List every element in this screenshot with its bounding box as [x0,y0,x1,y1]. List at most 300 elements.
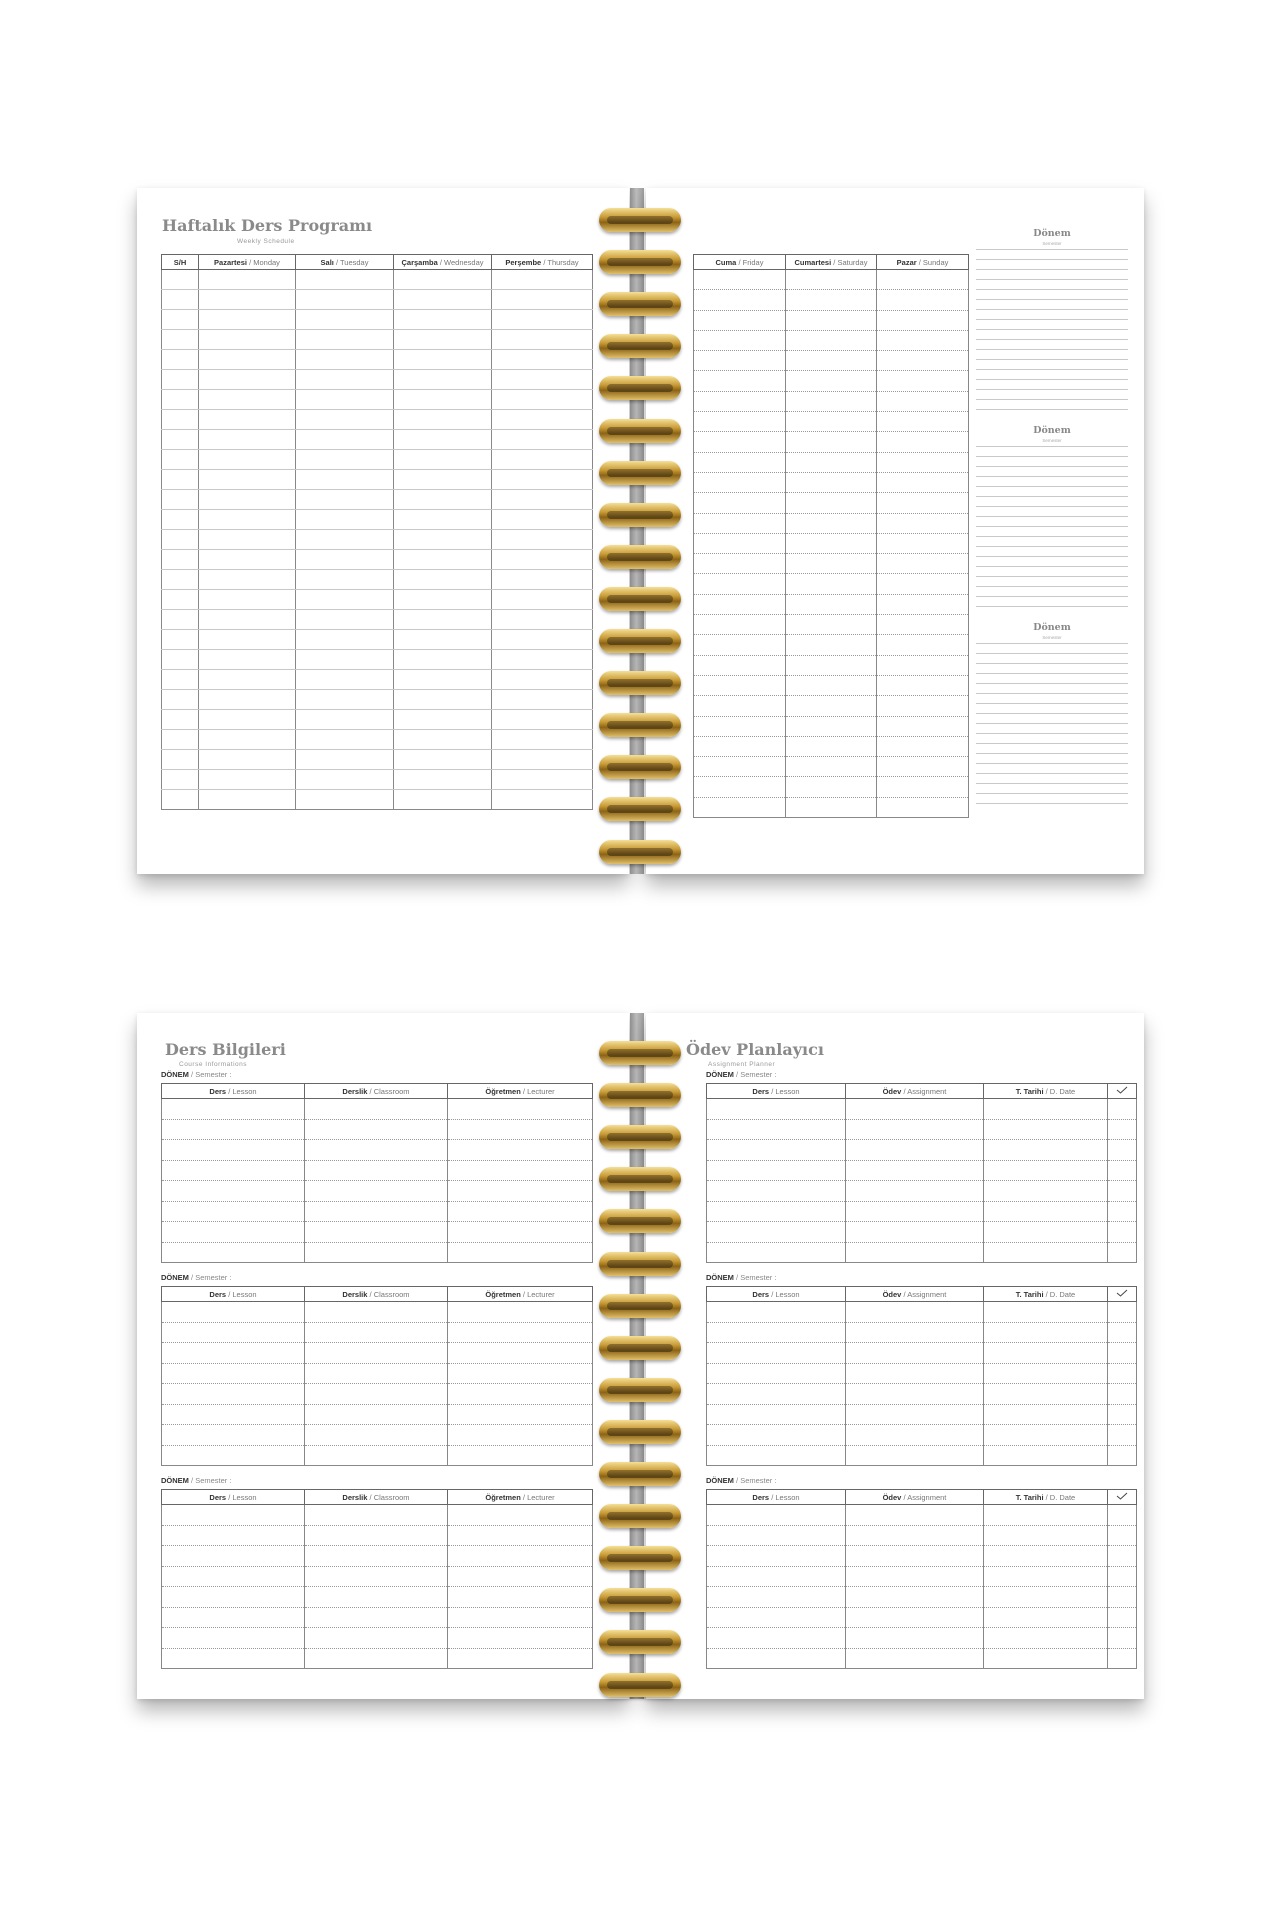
table-cell[interactable] [707,1302,846,1323]
writing-line[interactable] [976,803,1128,804]
table-cell[interactable] [199,710,296,730]
table-cell[interactable] [877,635,969,655]
table-cell[interactable] [305,1302,448,1323]
table-cell[interactable] [305,1343,448,1364]
table-cell[interactable] [162,1587,305,1608]
table-cell[interactable] [984,1119,1108,1140]
table-cell[interactable] [296,270,394,290]
table-cell[interactable] [448,1525,593,1546]
table-cell[interactable] [707,1445,846,1466]
table-cell[interactable] [162,1425,305,1446]
table-cell[interactable] [394,370,492,390]
table-cell[interactable] [492,350,593,370]
table-cell[interactable] [296,710,394,730]
table-cell[interactable] [162,430,199,450]
table-cell[interactable] [1108,1425,1137,1446]
table-cell[interactable] [877,391,969,411]
writing-line[interactable] [976,466,1128,467]
table-cell[interactable] [492,390,593,410]
table-cell[interactable] [492,370,593,390]
table-cell[interactable] [305,1648,448,1669]
table-cell[interactable] [394,490,492,510]
table-cell[interactable] [199,510,296,530]
table-cell[interactable] [296,490,394,510]
writing-line[interactable] [976,693,1128,694]
table-cell[interactable] [305,1404,448,1425]
table-cell[interactable] [984,1445,1108,1466]
table-cell[interactable] [1108,1343,1137,1364]
writing-line[interactable] [976,713,1128,714]
table-cell[interactable] [162,1119,305,1140]
table-cell[interactable] [1108,1404,1137,1425]
table-cell[interactable] [162,1302,305,1323]
table-cell[interactable] [492,730,593,750]
table-cell[interactable] [846,1242,984,1263]
table-cell[interactable] [394,330,492,350]
table-cell[interactable] [199,610,296,630]
writing-line[interactable] [976,349,1128,350]
writing-line[interactable] [976,279,1128,280]
table-cell[interactable] [786,554,877,574]
table-cell[interactable] [296,790,394,810]
table-cell[interactable] [296,310,394,330]
table-cell[interactable] [786,330,877,350]
table-cell[interactable] [162,690,199,710]
table-cell[interactable] [1108,1628,1137,1649]
table-cell[interactable] [394,790,492,810]
table-cell[interactable] [492,450,593,470]
table-cell[interactable] [394,430,492,450]
writing-line[interactable] [976,653,1128,654]
table-cell[interactable] [492,510,593,530]
table-cell[interactable] [694,412,786,432]
table-cell[interactable] [694,432,786,452]
writing-line[interactable] [976,643,1128,644]
writing-line[interactable] [976,249,1128,250]
table-cell[interactable] [162,270,199,290]
table-cell[interactable] [296,610,394,630]
table-cell[interactable] [846,1546,984,1567]
table-cell[interactable] [694,554,786,574]
table-cell[interactable] [984,1525,1108,1546]
writing-line[interactable] [976,269,1128,270]
table-cell[interactable] [162,1363,305,1384]
table-cell[interactable] [162,550,199,570]
table-cell[interactable] [448,1607,593,1628]
table-cell[interactable] [305,1566,448,1587]
table-cell[interactable] [846,1181,984,1202]
writing-line[interactable] [976,743,1128,744]
writing-line[interactable] [976,319,1128,320]
table-cell[interactable] [707,1546,846,1567]
table-cell[interactable] [707,1587,846,1608]
table-cell[interactable] [984,1302,1108,1323]
table-cell[interactable] [199,650,296,670]
table-cell[interactable] [199,370,296,390]
table-cell[interactable] [1108,1160,1137,1181]
table-cell[interactable] [1108,1566,1137,1587]
table-cell[interactable] [846,1566,984,1587]
table-cell[interactable] [984,1140,1108,1161]
writing-line[interactable] [976,409,1128,410]
table-cell[interactable] [877,675,969,695]
writing-line[interactable] [976,763,1128,764]
table-cell[interactable] [394,310,492,330]
table-cell[interactable] [394,750,492,770]
writing-line[interactable] [976,369,1128,370]
table-cell[interactable] [786,736,877,756]
table-cell[interactable] [305,1222,448,1243]
table-cell[interactable] [199,690,296,710]
table-cell[interactable] [162,1343,305,1364]
table-cell[interactable] [162,510,199,530]
table-cell[interactable] [394,570,492,590]
table-cell[interactable] [1108,1587,1137,1608]
table-cell[interactable] [199,430,296,450]
writing-line[interactable] [976,566,1128,567]
table-cell[interactable] [448,1628,593,1649]
table-cell[interactable] [162,1648,305,1669]
table-cell[interactable] [707,1140,846,1161]
table-cell[interactable] [492,290,593,310]
table-cell[interactable] [694,574,786,594]
table-cell[interactable] [877,777,969,797]
table-cell[interactable] [492,270,593,290]
writing-line[interactable] [976,733,1128,734]
table-cell[interactable] [984,1201,1108,1222]
table-cell[interactable] [199,350,296,370]
table-cell[interactable] [1108,1363,1137,1384]
table-cell[interactable] [199,450,296,470]
table-cell[interactable] [786,270,877,290]
table-cell[interactable] [162,710,199,730]
table-cell[interactable] [162,330,199,350]
table-cell[interactable] [694,513,786,533]
table-cell[interactable] [694,330,786,350]
table-cell[interactable] [162,290,199,310]
table-cell[interactable] [492,530,593,550]
table-cell[interactable] [877,574,969,594]
table-cell[interactable] [162,1242,305,1263]
table-cell[interactable] [492,670,593,690]
table-cell[interactable] [162,1566,305,1587]
table-cell[interactable] [1108,1525,1137,1546]
table-cell[interactable] [162,1445,305,1466]
table-cell[interactable] [448,1546,593,1567]
table-cell[interactable] [707,1222,846,1243]
table-cell[interactable] [394,610,492,630]
table-cell[interactable] [394,290,492,310]
table-cell[interactable] [984,1648,1108,1669]
writing-line[interactable] [976,389,1128,390]
table-cell[interactable] [394,530,492,550]
table-cell[interactable] [199,570,296,590]
writing-line[interactable] [976,446,1128,447]
table-cell[interactable] [846,1628,984,1649]
table-cell[interactable] [786,472,877,492]
table-cell[interactable] [162,410,199,430]
table-cell[interactable] [1108,1181,1137,1202]
table-cell[interactable] [162,470,199,490]
table-cell[interactable] [448,1140,593,1161]
writing-line[interactable] [976,359,1128,360]
table-cell[interactable] [448,1587,593,1608]
table-cell[interactable] [877,513,969,533]
writing-line[interactable] [976,486,1128,487]
table-cell[interactable] [786,594,877,614]
table-cell[interactable] [846,1343,984,1364]
table-cell[interactable] [707,1343,846,1364]
table-cell[interactable] [786,635,877,655]
table-cell[interactable] [786,777,877,797]
table-cell[interactable] [199,470,296,490]
table-cell[interactable] [786,391,877,411]
table-cell[interactable] [448,1566,593,1587]
table-cell[interactable] [305,1445,448,1466]
writing-line[interactable] [976,526,1128,527]
table-cell[interactable] [694,655,786,675]
table-cell[interactable] [1108,1201,1137,1222]
table-cell[interactable] [786,655,877,675]
table-cell[interactable] [394,590,492,610]
table-cell[interactable] [448,1505,593,1526]
writing-line[interactable] [976,683,1128,684]
table-cell[interactable] [984,1160,1108,1181]
table-cell[interactable] [296,470,394,490]
table-cell[interactable] [786,371,877,391]
table-cell[interactable] [846,1322,984,1343]
table-cell[interactable] [199,270,296,290]
table-cell[interactable] [786,716,877,736]
writing-line[interactable] [976,753,1128,754]
table-cell[interactable] [984,1546,1108,1567]
table-cell[interactable] [199,550,296,570]
table-cell[interactable] [162,570,199,590]
table-cell[interactable] [492,330,593,350]
writing-line[interactable] [976,793,1128,794]
writing-line[interactable] [976,456,1128,457]
table-cell[interactable] [305,1546,448,1567]
table-cell[interactable] [877,472,969,492]
writing-line[interactable] [976,476,1128,477]
table-cell[interactable] [305,1242,448,1263]
table-cell[interactable] [846,1587,984,1608]
table-cell[interactable] [296,570,394,590]
table-cell[interactable] [448,1201,593,1222]
table-cell[interactable] [707,1648,846,1669]
table-cell[interactable] [694,594,786,614]
table-cell[interactable] [394,630,492,650]
table-cell[interactable] [162,590,199,610]
writing-line[interactable] [976,309,1128,310]
table-cell[interactable] [707,1425,846,1446]
table-cell[interactable] [305,1505,448,1526]
table-cell[interactable] [877,493,969,513]
table-cell[interactable] [492,310,593,330]
table-cell[interactable] [1108,1302,1137,1323]
table-cell[interactable] [296,330,394,350]
table-cell[interactable] [707,1119,846,1140]
table-cell[interactable] [1108,1445,1137,1466]
table-cell[interactable] [162,790,199,810]
table-cell[interactable] [984,1181,1108,1202]
table-cell[interactable] [846,1302,984,1323]
table-cell[interactable] [786,757,877,777]
table-cell[interactable] [448,1404,593,1425]
table-cell[interactable] [846,1505,984,1526]
table-cell[interactable] [984,1322,1108,1343]
table-cell[interactable] [877,716,969,736]
writing-line[interactable] [976,773,1128,774]
table-cell[interactable] [694,290,786,310]
writing-line[interactable] [976,546,1128,547]
table-cell[interactable] [296,510,394,530]
table-cell[interactable] [694,675,786,695]
table-cell[interactable] [162,1607,305,1628]
table-cell[interactable] [162,610,199,630]
table-cell[interactable] [448,1363,593,1384]
table-cell[interactable] [305,1425,448,1446]
table-cell[interactable] [305,1322,448,1343]
table-cell[interactable] [786,310,877,330]
table-cell[interactable] [199,390,296,410]
table-cell[interactable] [694,472,786,492]
table-cell[interactable] [492,470,593,490]
writing-line[interactable] [976,379,1128,380]
table-cell[interactable] [694,270,786,290]
table-cell[interactable] [448,1181,593,1202]
table-cell[interactable] [984,1505,1108,1526]
writing-line[interactable] [976,536,1128,537]
writing-line[interactable] [976,506,1128,507]
table-cell[interactable] [162,1160,305,1181]
table-cell[interactable] [694,777,786,797]
table-cell[interactable] [984,1099,1108,1120]
table-cell[interactable] [707,1363,846,1384]
table-cell[interactable] [296,430,394,450]
table-cell[interactable] [162,530,199,550]
table-cell[interactable] [786,696,877,716]
table-cell[interactable] [492,690,593,710]
table-cell[interactable] [984,1384,1108,1405]
table-cell[interactable] [296,550,394,570]
table-cell[interactable] [492,410,593,430]
table-cell[interactable] [1108,1648,1137,1669]
table-cell[interactable] [199,670,296,690]
table-cell[interactable] [846,1119,984,1140]
table-cell[interactable] [877,330,969,350]
writing-line[interactable] [976,606,1128,607]
table-cell[interactable] [394,390,492,410]
table-cell[interactable] [786,493,877,513]
writing-line[interactable] [976,329,1128,330]
table-cell[interactable] [162,1322,305,1343]
table-cell[interactable] [162,770,199,790]
table-cell[interactable] [199,310,296,330]
table-cell[interactable] [846,1384,984,1405]
table-cell[interactable] [786,797,877,817]
table-cell[interactable] [846,1445,984,1466]
table-cell[interactable] [296,630,394,650]
table-cell[interactable] [786,452,877,472]
table-cell[interactable] [694,493,786,513]
writing-line[interactable] [976,703,1128,704]
table-cell[interactable] [305,1140,448,1161]
writing-line[interactable] [976,556,1128,557]
table-cell[interactable] [492,710,593,730]
table-cell[interactable] [492,650,593,670]
table-cell[interactable] [984,1566,1108,1587]
table-cell[interactable] [448,1302,593,1323]
table-cell[interactable] [394,410,492,430]
table-cell[interactable] [707,1505,846,1526]
table-cell[interactable] [492,570,593,590]
table-cell[interactable] [984,1363,1108,1384]
table-cell[interactable] [707,1404,846,1425]
writing-line[interactable] [976,516,1128,517]
table-cell[interactable] [162,1628,305,1649]
table-cell[interactable] [984,1425,1108,1446]
table-cell[interactable] [694,351,786,371]
table-cell[interactable] [694,757,786,777]
table-cell[interactable] [448,1648,593,1669]
table-cell[interactable] [846,1425,984,1446]
table-cell[interactable] [492,490,593,510]
table-cell[interactable] [296,390,394,410]
table-cell[interactable] [162,1099,305,1120]
table-cell[interactable] [448,1425,593,1446]
table-cell[interactable] [199,790,296,810]
table-cell[interactable] [162,1525,305,1546]
table-cell[interactable] [162,370,199,390]
writing-line[interactable] [976,496,1128,497]
table-cell[interactable] [694,716,786,736]
table-cell[interactable] [162,390,199,410]
table-cell[interactable] [162,630,199,650]
table-cell[interactable] [296,750,394,770]
table-cell[interactable] [199,730,296,750]
table-cell[interactable] [846,1140,984,1161]
table-cell[interactable] [305,1160,448,1181]
table-cell[interactable] [707,1201,846,1222]
table-cell[interactable] [877,310,969,330]
table-cell[interactable] [305,1119,448,1140]
table-cell[interactable] [199,290,296,310]
table-cell[interactable] [786,533,877,553]
table-cell[interactable] [694,371,786,391]
writing-line[interactable] [976,289,1128,290]
writing-line[interactable] [976,673,1128,674]
table-cell[interactable] [394,650,492,670]
table-cell[interactable] [305,1201,448,1222]
table-cell[interactable] [394,270,492,290]
table-cell[interactable] [199,530,296,550]
writing-line[interactable] [976,259,1128,260]
table-cell[interactable] [492,610,593,630]
table-cell[interactable] [305,1181,448,1202]
table-cell[interactable] [162,730,199,750]
table-cell[interactable] [492,590,593,610]
table-cell[interactable] [707,1525,846,1546]
table-cell[interactable] [1108,1099,1137,1120]
table-cell[interactable] [694,797,786,817]
table-cell[interactable] [786,290,877,310]
table-cell[interactable] [305,1587,448,1608]
table-cell[interactable] [1108,1140,1137,1161]
writing-line[interactable] [976,596,1128,597]
table-cell[interactable] [492,790,593,810]
table-cell[interactable] [296,350,394,370]
